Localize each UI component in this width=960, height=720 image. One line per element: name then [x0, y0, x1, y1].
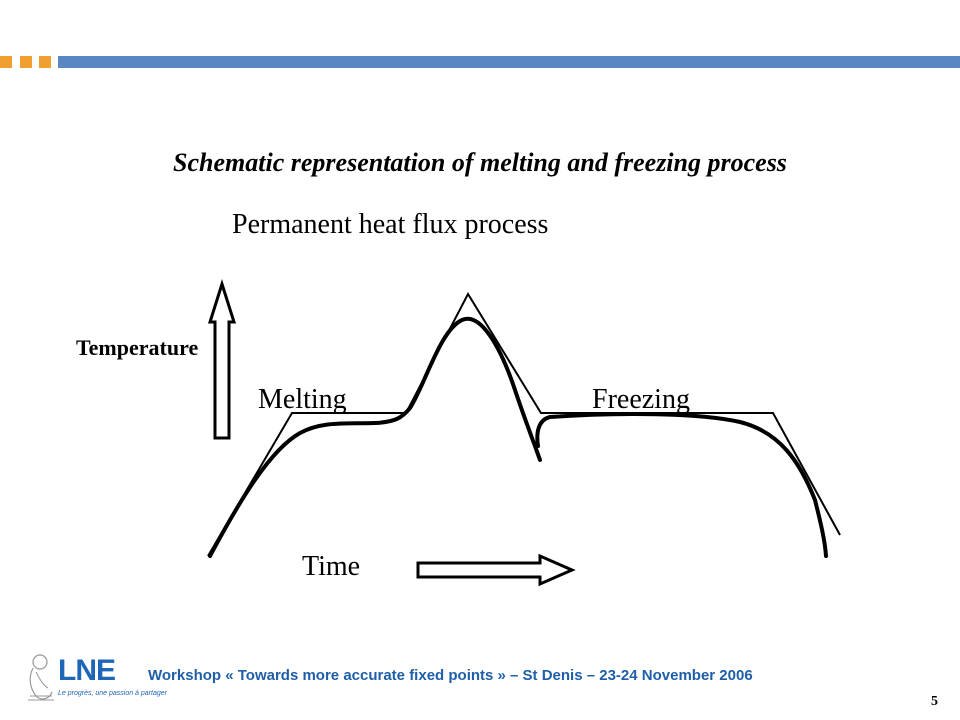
lne-logo: [22, 652, 167, 708]
temperature-arrow-icon: [210, 284, 234, 438]
logo-tagline: Le progrès, une passion à partager: [58, 690, 167, 697]
melting-freezing-diagram: [0, 190, 960, 610]
accent-square: [0, 56, 12, 68]
real-melting-curve: [210, 319, 540, 556]
x-axis-label: Time: [302, 551, 361, 582]
freezing-label: Freezing: [592, 384, 690, 415]
real-freezing-curve: [537, 414, 826, 556]
footer-caption: Workshop « Towards more accurate fixed points » – St Denis – 23-24 November 2006: [148, 667, 753, 684]
accent-square: [39, 56, 51, 68]
accent-square: [20, 56, 32, 68]
y-axis-label: Temperature: [76, 335, 199, 360]
melting-label: Melting: [258, 384, 347, 415]
logo-text: LNE: [58, 654, 115, 687]
slide-title: Schematic representation of melting and freezing process: [173, 148, 787, 177]
lne-figure-icon: [22, 652, 56, 704]
diagram-subtitle: Permanent heat flux process: [232, 209, 549, 240]
time-arrow-icon: [418, 556, 572, 584]
page-number: 5: [931, 694, 938, 709]
header-bar: [58, 56, 960, 68]
